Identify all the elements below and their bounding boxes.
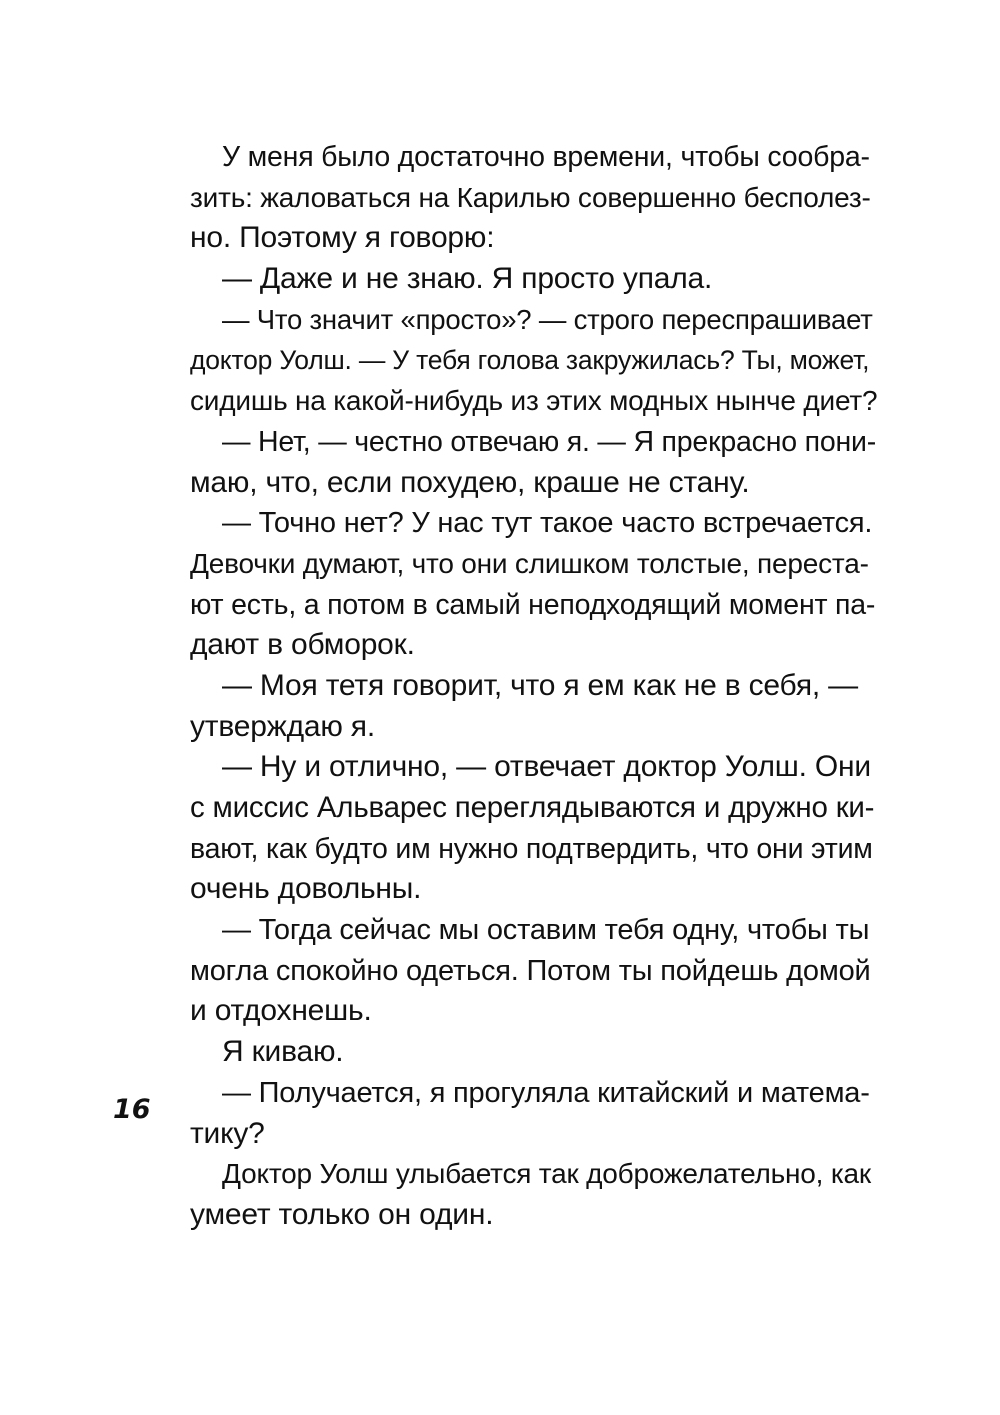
text-line: — Даже и не знаю. Я просто упала. bbox=[222, 262, 713, 296]
text-line: умеет только он один. bbox=[190, 1197, 494, 1231]
text-line: маю, что, если похудею, краше не стану. bbox=[190, 465, 750, 499]
text-line: очень довольны. bbox=[190, 872, 422, 906]
text-line: ют есть, а потом в самый неподходящий момент па- bbox=[190, 588, 876, 621]
page-number: 16 bbox=[113, 1094, 151, 1125]
text-line: дают в обморок. bbox=[190, 628, 415, 662]
text-line: доктор Уолш. — У тебя голова закружилась? Ты, может, bbox=[190, 345, 870, 376]
text-line: тику? bbox=[190, 1116, 265, 1150]
text-line: Девочки думают, что они слишком толстые, переста- bbox=[190, 547, 869, 579]
text-line: с миссис Альварес переглядываются и дружно ки- bbox=[190, 791, 875, 824]
text-line: но. Поэтому я говорю: bbox=[190, 221, 495, 255]
text-line: — Что значит «просто»? — строго переспрашивает bbox=[222, 303, 873, 335]
text-line: — Тогда сейчас мы оставим тебя одну, чтобы ты bbox=[222, 914, 870, 947]
text-line: — Точно нет? У нас тут такое часто встречается. bbox=[222, 507, 873, 540]
text-line: — Нет, — честно отвечаю я. — Я прекрасно пони- bbox=[222, 425, 877, 458]
text-line: — Получается, я прогуляла китайский и матема- bbox=[222, 1076, 870, 1109]
text-line: У меня было достаточно времени, чтобы сообра- bbox=[222, 141, 870, 173]
text-line: могла спокойно одеться. Потом ты пойдешь домой bbox=[190, 954, 871, 987]
text-line: зить: жаловаться на Карилью совершенно бесполез- bbox=[190, 181, 871, 213]
text-line: Я киваю. bbox=[222, 1035, 344, 1069]
text-line: Доктор Уолш улыбается так доброжелательно, как bbox=[222, 1158, 871, 1190]
text-line: сидишь на какой-нибудь из этих модных нынче диет? bbox=[190, 385, 878, 417]
body-text bbox=[190, 137, 880, 1236]
text-line: — Моя тетя говорит, что я ем как не в себя, — bbox=[222, 668, 858, 702]
text-line: вают, как будто им нужно подтвердить, что они этим bbox=[190, 832, 873, 865]
text-line: утверждаю я. bbox=[190, 709, 375, 743]
text-line: — Ну и отлично, — отвечает доктор Уолш. Они bbox=[222, 750, 871, 784]
text-line: и отдохнешь. bbox=[190, 994, 372, 1028]
